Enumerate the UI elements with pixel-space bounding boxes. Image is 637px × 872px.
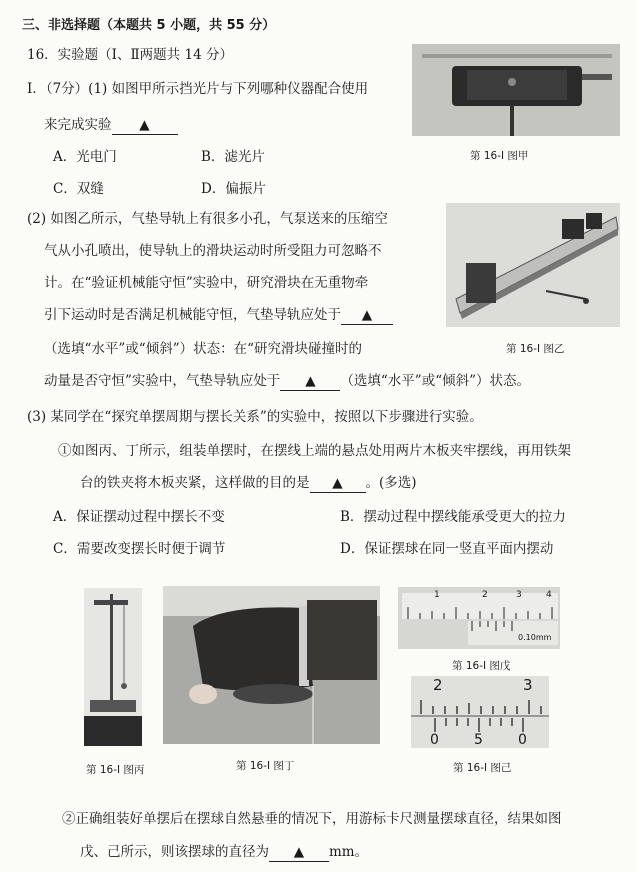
part1-line1: Ⅰ．（7分）(1) 如图甲所示挡光片与下列哪种仪器配合使用	[27, 81, 369, 97]
part3-line3: 台的铁夹将木板夹紧，这样做的目的是 ▲ 。(多选)	[80, 475, 417, 491]
part3-line2: ①如图丙、丁所示，组装单摆时，在摆线上端的悬点处用两片木板夹牢摆线，再用铁架	[58, 443, 571, 459]
caption-figure-ding: 第 16-Ⅰ 图丁	[236, 760, 295, 772]
part3-option-b: B．摆动过程中摆线能承受更大的拉力	[340, 509, 566, 525]
ji-vernier-label: 0	[518, 732, 527, 748]
answer-blank-5[interactable]: ▲	[269, 843, 329, 862]
part2-line4: 引下运动时是否满足机械能守恒，气垫导轨应处于 ▲	[44, 306, 393, 325]
option-c: C．双缝	[53, 181, 104, 197]
option-b: B．滤光片	[201, 149, 265, 165]
part2-line5: （选填“水平”或“倾斜”）状态：在“研究滑块碰撞时的	[44, 341, 363, 357]
ji-main-label: 3	[523, 676, 533, 694]
ji-vernier-label: 5	[474, 732, 483, 748]
caption-figure-bing: 第 16-Ⅰ 图丙	[86, 764, 145, 776]
option-d: D．偏振片	[201, 181, 266, 197]
answer-blank-1[interactable]: ▲	[112, 116, 178, 135]
part2-line3: 计。在“验证机械能守恒”实验中，研究滑块在无重物牵	[44, 275, 369, 291]
wu-tick-label: 2	[482, 590, 488, 600]
part3-line1: (3) 某同学在“探究单摆周期与摆长关系”的实验中，按照以下步骤进行实验。	[27, 409, 483, 425]
part2-line1: (2) 如图乙所示，气垫导轨上有很多小孔，气泵送来的压缩空	[27, 211, 388, 227]
part1-line2: 来完成实验 ▲	[44, 116, 178, 135]
figure-ding-photo	[163, 586, 380, 744]
light-blocking-plate-image	[412, 44, 620, 136]
question-16-title: 16．实验题（Ⅰ、Ⅱ两题共 14 分）	[27, 47, 233, 63]
part3-option-c: C．需要改变摆长时便于调节	[53, 541, 226, 557]
section-title: 三、非选择题（本题共 5 小题，共 55 分）	[22, 18, 276, 33]
part3-2-line2: 戊、己所示，则该摆球的直径为 ▲ mm。	[80, 844, 369, 860]
answer-blank-2[interactable]: ▲	[341, 306, 393, 325]
wooden-clamp-image	[163, 586, 380, 744]
figure-bing-photo	[84, 588, 142, 746]
wu-tick-label: 1	[434, 590, 440, 600]
option-a: A．光电门	[53, 149, 117, 165]
figure-yi-photo	[446, 203, 620, 327]
caption-figure-wu: 第 16-Ⅰ 图戊	[452, 660, 511, 672]
ji-main-label: 2	[433, 676, 443, 694]
figure-ji-photo	[411, 676, 549, 748]
answer-blank-3[interactable]: ▲	[280, 372, 340, 391]
part3-option-d: D．保证摆球在同一竖直平面内摆动	[340, 541, 554, 557]
part3-2-line1: ②正确组装好单摆后在摆球自然悬垂的情况下，用游标卡尺测量摆球直径，结果如图	[62, 811, 562, 827]
pendulum-stand-image	[84, 588, 142, 746]
figure-wu-photo	[398, 587, 560, 649]
caption-figure-yi: 第 16-Ⅰ 图乙	[506, 343, 565, 355]
wu-unit-label: 0.10mm	[518, 633, 552, 642]
part2-line6: 动量是否守恒”实验中，气垫导轨应处于 ▲ （选填“水平”或“倾斜”）状态。	[44, 373, 531, 389]
part2-line2: 气从小孔喷出，使导轨上的滑块运动时所受阻力可忽略不	[44, 243, 382, 259]
figure-jia-photo	[412, 44, 620, 136]
caption-figure-ji: 第 16-Ⅰ 图己	[453, 762, 512, 774]
air-track-image	[446, 203, 620, 327]
part3-option-a: A．保证摆动过程中摆长不变	[53, 509, 225, 525]
answer-blank-4[interactable]: ▲	[310, 474, 366, 493]
wu-tick-label: 4	[546, 590, 552, 600]
ji-vernier-label: 0	[430, 732, 439, 748]
wu-tick-label: 3	[516, 590, 522, 600]
caption-figure-jia: 第 16-Ⅰ 图甲	[470, 150, 529, 162]
